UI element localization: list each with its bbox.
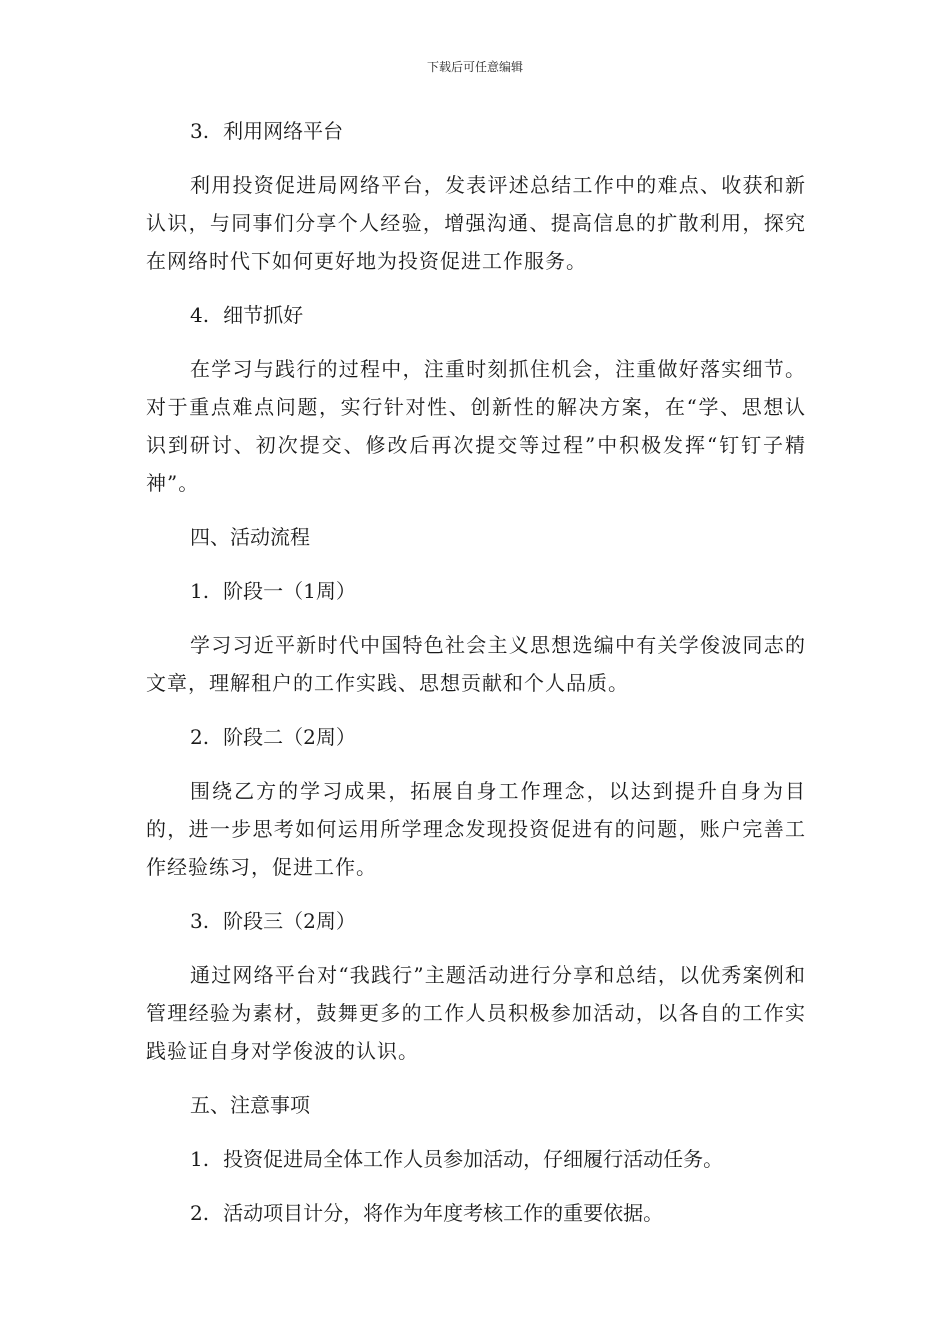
heading-text: 阶段二（2周） [223,725,356,749]
list-item [146,1194,806,1232]
heading-text: 利用网络平台 [223,119,344,143]
paragraph: 学习习近平新时代中国特色社会主义思想选编中有关学俊波同志的文章，理解租户的工作实践、思想贡献和个人品质。 [146,633,806,695]
item-number: 1. [190,1147,210,1171]
section-heading-activity-process: 四、活动流程 [190,525,310,549]
section-heading-notes: 五、注意事项 [190,1093,310,1117]
list-item-text: 投资促进局全体工作人员参加活动，仔细履行活动任务。 [223,1147,724,1171]
subheading-stage-one [146,572,806,610]
subheading-details [146,296,806,334]
paragraph: 在学习与践行的过程中，注重时刻抓住机会，注重做好落实细节。对于重点难点问题，实行针对性、创新性的解决方案，在“学、思想认识到研讨、初次提交、修改后再次提交等过程”中积极发挥“钉钉子精神”。 [146,357,806,495]
heading-text: 阶段三（2周） [223,909,356,933]
paragraph: 围绕乙方的学习成果，拓展自身工作理念，以达到提升自身为目的，进一步思考如何运用所学理念发现投资促进有的问题，账户完善工作经验练习，促进工作。 [146,779,806,879]
item-number: 2. [190,725,210,749]
paragraph: 利用投资促进局网络平台，发表评述总结工作中的难点、收获和新认识，与同事们分享个人经验，增强沟通、提高信息的扩散利用，探究在网络时代下如何更好地为投资促进工作服务。 [146,173,806,273]
heading-text: 细节抓好 [223,303,304,327]
item-number: 2. [190,1201,210,1225]
item-number: 3. [190,909,210,933]
subheading-network-platform [146,112,806,150]
list-item-text: 活动项目计分，将作为年度考核工作的重要依据。 [223,1201,664,1225]
page-header: 下载后可任意编辑 [426,60,523,74]
item-number: 4. [190,303,210,327]
item-number: 3. [190,119,210,143]
subheading-stage-three [146,902,806,940]
subheading-stage-two [146,718,806,756]
item-number: 1. [190,579,210,603]
document-body [146,112,806,1248]
paragraph: 通过网络平台对“我践行”主题活动进行分享和总结，以优秀案例和管理经验为素材，鼓舞更多的工作人员积极参加活动，以各自的工作实践验证自身对学俊波的认识。 [146,963,806,1063]
list-item [146,1140,806,1178]
heading-text: 阶段一（1周） [223,579,356,603]
